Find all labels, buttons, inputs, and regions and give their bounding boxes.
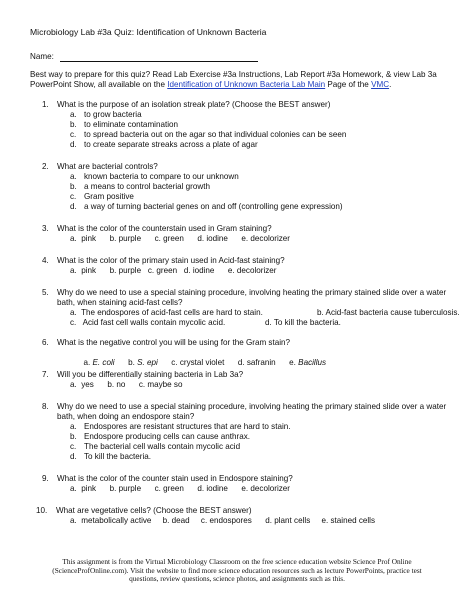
question-number: 2. [42,162,49,171]
answer-option-a[interactable]: a. The endospores of acid-fast cells are hard to stain. [70,307,263,317]
answer-option-b[interactable]: b. Endospore producing cells can cause anthrax. [70,431,251,441]
question-stem: What are bacterial controls? [57,162,158,171]
question-number: 6. [42,338,49,347]
answer-option-c[interactable]: c. The bacterial cell walls contain mycolic acid [70,441,241,451]
answer-option-d[interactable]: d. safranin [237,357,276,367]
answer-option-c[interactable]: c. to spread bacteria out on the agar so that individual colonies can be seen [70,129,347,139]
question-number: 3. [42,224,49,233]
answer-option-a[interactable]: a. Endospores are resistant structures that are hard to stain. [70,421,291,431]
question-number: 4. [42,256,49,265]
name-label: Name: [30,52,54,61]
question-stem: Why do we need to use a special staining procedure, involving heating the primary stained slide over a water bath, when staining acid-fast cells? [57,288,447,307]
question-number: 8. [42,402,49,411]
question-10 [36,506,441,526]
question-stem: What is the negative control you will be using for the Gram stain? [57,338,291,347]
question-stem: What is the color of the counterstain used in Gram staining? [57,224,272,233]
question-number: 9. [42,474,49,483]
page-title: Microbiology Lab #3a Quiz: Identification of Unknown Bacteria [30,27,267,37]
question-number: 10. [36,506,48,515]
intro-paragraph [30,70,450,90]
question-7 [42,370,447,390]
question-3 [42,224,447,244]
answer-option-a[interactable]: a. E. coli [83,357,115,367]
question-5 [42,288,460,328]
answer-options-inline[interactable]: a. yes b. no c. maybe so [70,379,183,389]
answer-option-a[interactable]: a. known bacteria to compare to our unknown [70,171,239,181]
answer-option-d[interactable]: d. To kill the bacteria. [70,451,152,461]
answer-option-b[interactable]: b. a means to control bacterial growth [70,181,210,191]
answer-options-inline[interactable]: a. pink b. purple c. green d. iodine e. decolorizer [70,233,290,243]
question-stem: Why do we need to use a special staining procedure, involving heating the primary stained slide over a water bath, when doing an endospore stain? [57,402,447,421]
question-number: 7. [42,370,49,379]
answer-option-d[interactable]: d. a way of turning bacterial genes on and off (controlling gene expression) [70,201,343,211]
question-stem: What is the color of the primary stain used in Acid-fast staining? [57,256,285,265]
answer-option-b[interactable]: b. Acid-fast bacteria cause tuberculosis. [317,307,460,317]
question-stem: What is the color of the counter stain used in Endospore staining? [57,474,293,483]
answer-option-b[interactable]: b. S. epi [128,357,158,367]
name-field-row [30,52,258,62]
question-stem: Will you be differentially staining bacteria in Lab 3a? [57,370,244,379]
answer-option-e[interactable]: e. Bacillus [289,357,327,367]
question-stem: What is the purpose of an isolation streak plate? (Choose the BEST answer) [57,100,331,109]
question-9 [42,474,447,494]
answer-option-d[interactable]: d. to create separate streaks across a plate of agar [70,139,258,149]
answer-options-inline[interactable]: a. pink b. purple c. green d. iodine e. decolorizer [70,265,277,275]
question-4 [42,256,447,276]
answer-option-d[interactable]: d. To kill the bacteria. [265,317,341,327]
question-8 [42,402,447,461]
intro-text-1: Best way to prepare for this quiz? Read Lab Exercise #3a Instructions, Lab Report #3a Homework, & view Lab 3a PowerPoint Show, all available on the [30,70,437,89]
intro-text-3: . [389,79,392,89]
answer-option-c[interactable]: c. Acid fast cell walls contain mycolic acid. [70,317,226,327]
question-2 [42,162,447,212]
footer-note: This assignment is from the Virtual Microbiology Classroom on the free science education website Science Prof Online (ScienceProfOnline.com). Visit the website to find more science education resources such as lecture PowerPoints, practice test questions, review questions, science photos, and assignments such as this. [52,557,422,584]
question-number: 1. [42,100,49,109]
answer-option-c[interactable]: c. crystal violet [171,357,225,367]
answer-option-c[interactable]: c. Gram positive [70,191,134,201]
question-stem: What are vegetative cells? (Choose the BEST answer) [56,506,252,515]
name-blank-line[interactable] [60,53,258,62]
answer-options-inline[interactable]: a. metabolically active b. dead c. endospores d. plant cells e. stained cells [70,515,376,525]
answer-option-a[interactable]: a. to grow bacteria [70,109,142,119]
answer-options-inline[interactable]: a. pink b. purple c. green d. iodine e. decolorizer [70,483,290,493]
question-1 [42,100,447,150]
lab-main-link[interactable]: Identification of Unknown Bacteria Lab Main [167,79,326,89]
answer-option-b[interactable]: b. to eliminate contamination [70,119,179,129]
question-number: 5. [42,288,49,297]
vmc-link[interactable]: VMC [371,79,390,89]
intro-text-2: Page of the [325,79,372,89]
